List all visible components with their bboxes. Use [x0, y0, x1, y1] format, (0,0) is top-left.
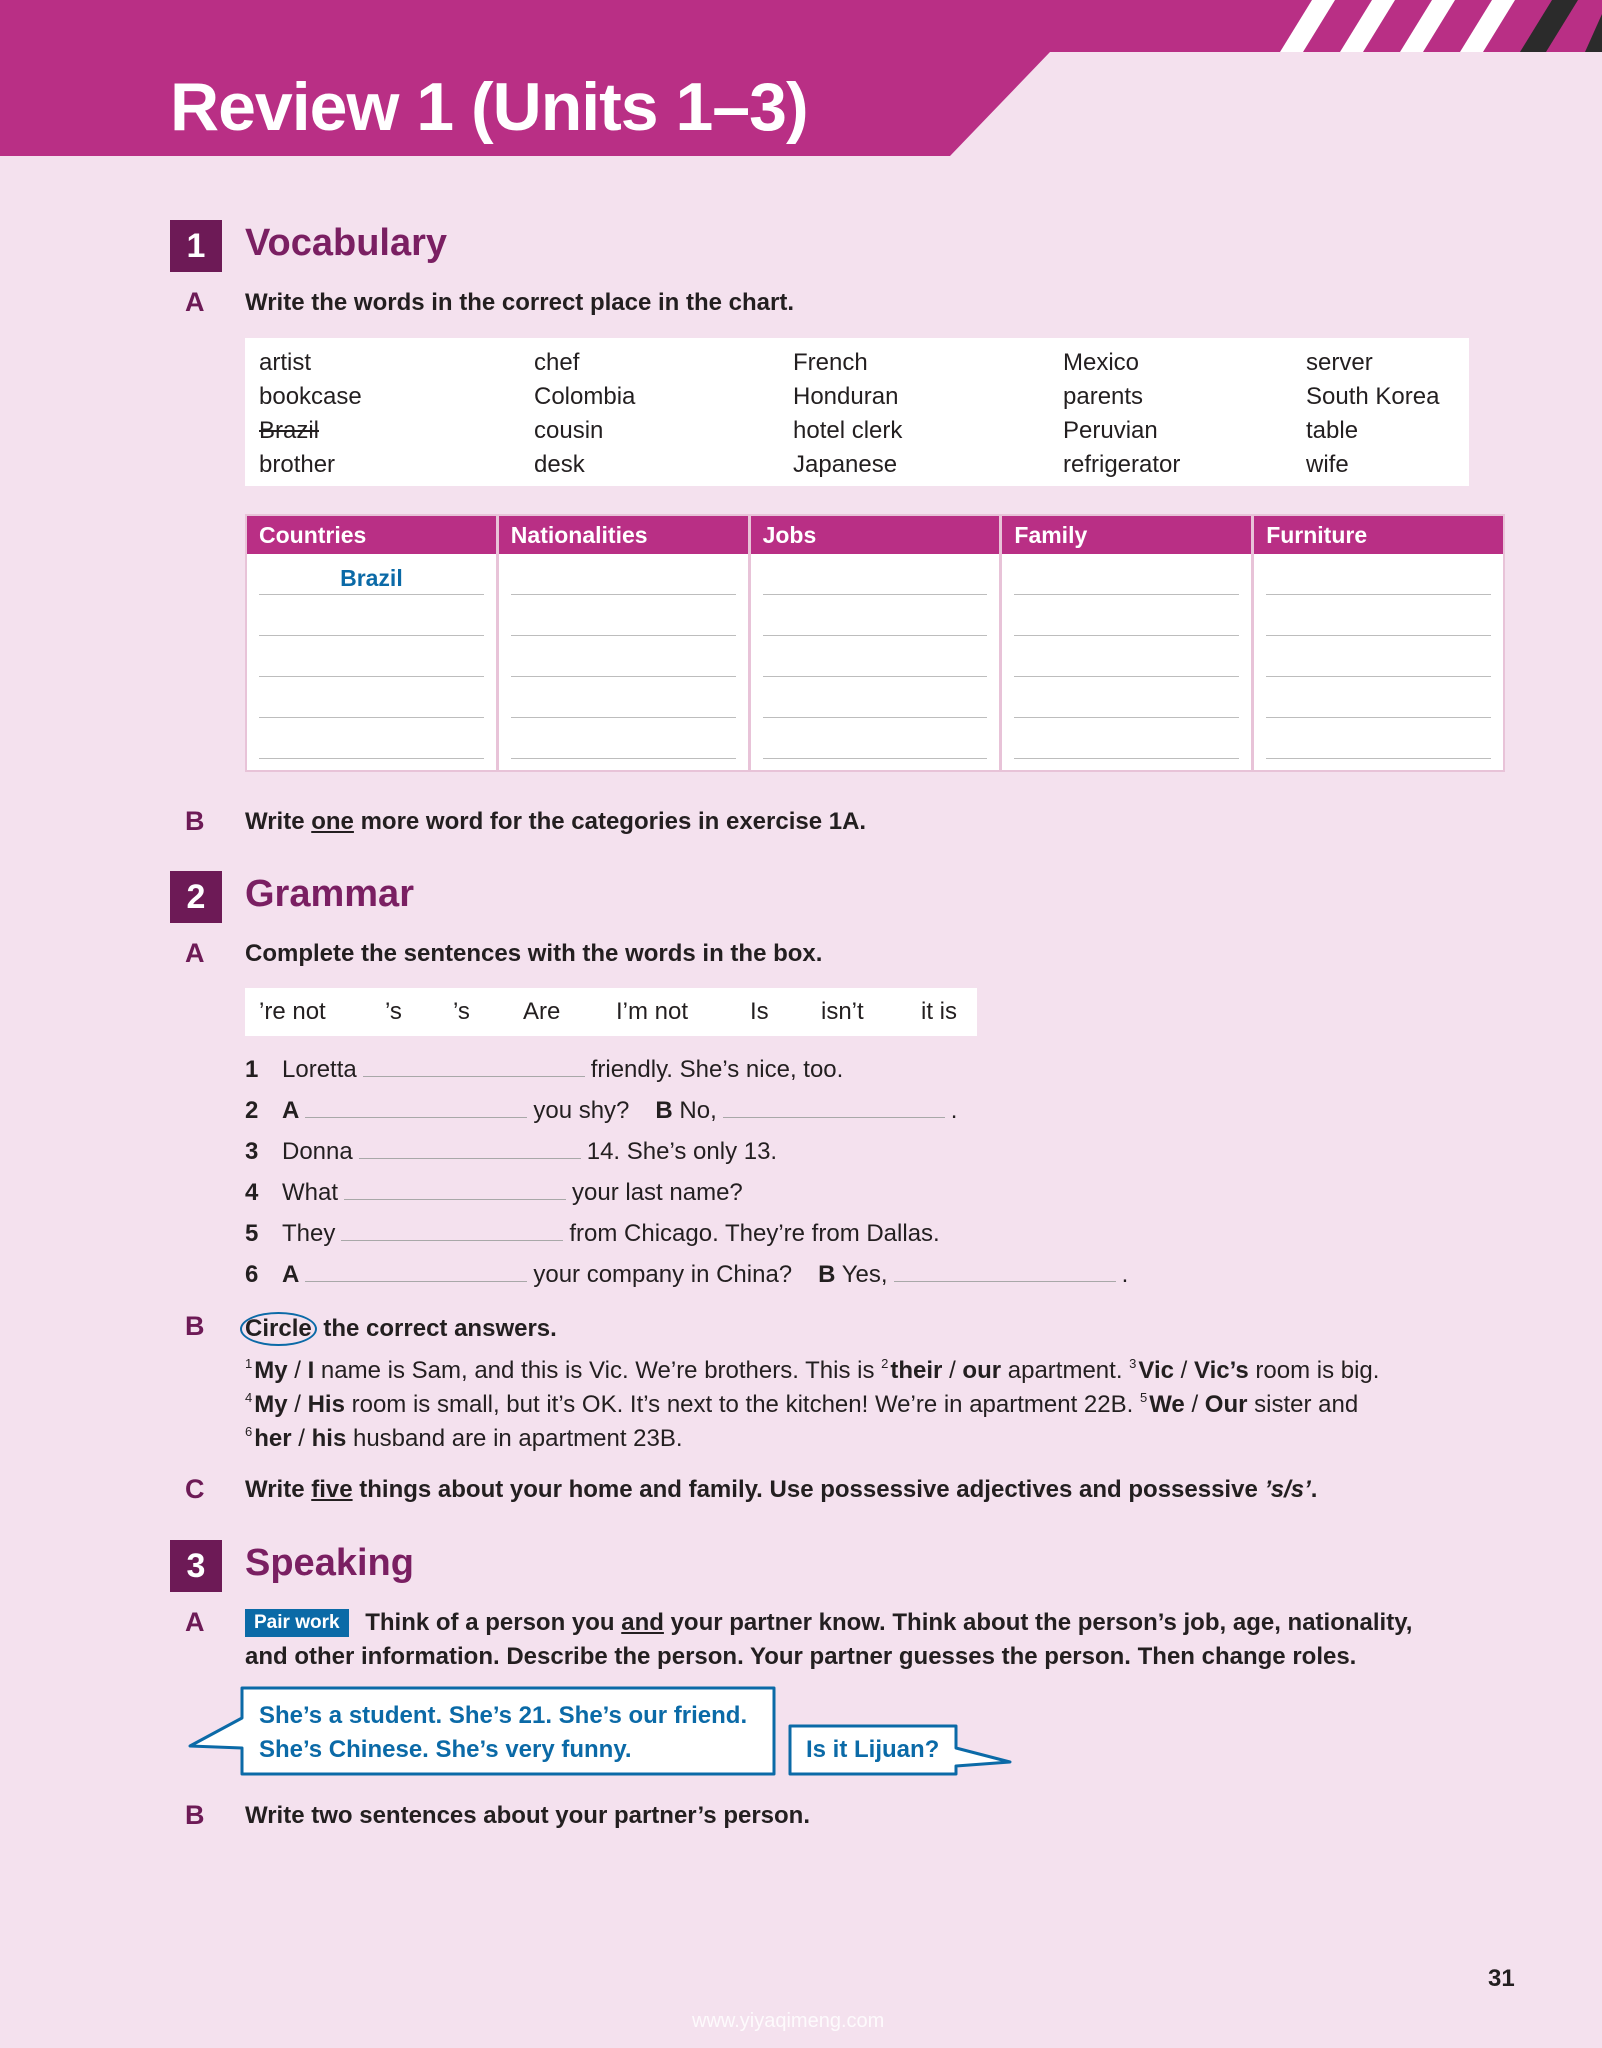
instruction-3b: Write two sentences about your partner’s person.	[245, 1802, 811, 1829]
word-column-2	[534, 346, 635, 482]
sentence-number: 3	[245, 1138, 259, 1165]
text: Yes,	[841, 1261, 888, 1288]
separator: /	[287, 1391, 308, 1418]
option[interactable]: our	[962, 1357, 1002, 1384]
word: brother	[259, 451, 336, 478]
answer-line[interactable]	[259, 677, 484, 718]
sentence-6	[245, 1260, 1128, 1289]
exercise-letter-2c: C	[185, 1474, 205, 1504]
bubble-line: She’s Chinese. She’s very funny.	[259, 1736, 632, 1763]
item-number: 5	[1139, 1390, 1148, 1405]
chart-column-countries	[247, 516, 496, 770]
box-word: Are	[523, 998, 561, 1025]
box-word: I’m not	[616, 998, 689, 1025]
text: .	[1310, 1476, 1318, 1503]
text: No,	[679, 1097, 717, 1124]
chart-header: Family	[1002, 516, 1251, 554]
circle-paragraph-line-2	[245, 1390, 1358, 1419]
sentence-number: 5	[245, 1220, 259, 1247]
separator: /	[1184, 1391, 1205, 1418]
text: room is small, but it’s OK. It’s next to the kitchen! We’re in apartment 22B.	[344, 1391, 1140, 1418]
text: Think of a person you	[358, 1609, 622, 1636]
instruction-1a: Write the words in the correct place in the chart.	[245, 289, 795, 316]
word: Colombia	[534, 383, 636, 410]
blank-field[interactable]	[344, 1178, 566, 1200]
exercise-letter-1b: B	[185, 806, 205, 836]
word: artist	[259, 349, 312, 376]
blank-field[interactable]	[359, 1137, 581, 1159]
text: Loretta	[282, 1056, 357, 1083]
word: Japanese	[793, 451, 898, 478]
word-column-5	[1306, 346, 1439, 482]
option[interactable]: My	[254, 1357, 288, 1384]
answer-line[interactable]	[511, 636, 736, 677]
section-title-vocabulary: Vocabulary	[245, 222, 448, 264]
pair-work-badge: Pair work	[245, 1609, 349, 1637]
answer-line[interactable]	[1266, 554, 1491, 595]
text: sister and	[1247, 1391, 1359, 1418]
answer-line[interactable]	[1266, 636, 1491, 677]
underlined-text: and	[621, 1609, 664, 1636]
word: French	[793, 349, 868, 376]
answer-line[interactable]	[511, 554, 736, 595]
blank-field[interactable]	[363, 1055, 585, 1077]
text: your company in China?	[533, 1261, 793, 1288]
chart-header: Countries	[247, 516, 496, 554]
speaker: B	[818, 1261, 836, 1288]
chart-header: Jobs	[751, 516, 1000, 554]
word-column-4	[1063, 346, 1180, 482]
text: your partner know. Think about the person’s job, age, nationality,	[663, 1609, 1413, 1636]
box-word: ’s	[453, 998, 470, 1025]
answer-line[interactable]	[1014, 677, 1239, 718]
word-column-1	[259, 346, 362, 482]
word: Mexico	[1063, 349, 1140, 376]
chart-header: Nationalities	[499, 516, 748, 554]
text: name is Sam, and this is Vic. We’re brothers. This is	[314, 1357, 882, 1384]
answer-line[interactable]	[511, 718, 736, 759]
answer-line[interactable]	[511, 595, 736, 636]
separator: /	[291, 1425, 312, 1452]
underlined-text: five	[311, 1476, 353, 1503]
instruction-1b	[245, 808, 866, 836]
answer-line[interactable]	[259, 554, 484, 595]
word-column-3	[793, 346, 902, 482]
separator: /	[942, 1357, 963, 1384]
box-word: it is	[921, 998, 957, 1025]
section-number-2: 2	[170, 871, 222, 923]
answer-line[interactable]	[763, 718, 988, 759]
circled-word: Circle	[240, 1312, 317, 1346]
page-title: Review 1 (Units 1–3)	[170, 69, 808, 145]
word: cousin	[534, 417, 604, 444]
text: things about your home and family. Use possessive adjectives and possessive	[352, 1476, 1265, 1503]
text: from Chicago. They’re from Dallas.	[569, 1220, 940, 1247]
chart-column-family	[1002, 516, 1251, 770]
word: table	[1306, 417, 1359, 444]
word: bookcase	[259, 383, 362, 410]
option[interactable]: Our	[1204, 1391, 1248, 1418]
exercise-letter-1a: A	[185, 287, 205, 317]
text: friendly. She’s nice, too.	[590, 1056, 844, 1083]
option[interactable]: Vic’s	[1194, 1357, 1249, 1384]
word: hotel clerk	[793, 417, 903, 444]
box-word: ’re not	[259, 998, 326, 1025]
exercise-letter-2b: B	[185, 1311, 205, 1341]
answer-line[interactable]	[1266, 595, 1491, 636]
speaker: A	[282, 1097, 300, 1124]
example-answer: Brazil	[340, 565, 403, 591]
answer-line[interactable]	[1014, 554, 1239, 595]
word-crossed-out: Brazil	[259, 417, 320, 444]
text: .	[950, 1097, 958, 1124]
option[interactable]: his	[311, 1425, 347, 1452]
chart-column-nationalities	[499, 516, 748, 770]
speech-bubble-2: Is it Lijuan?	[806, 1736, 940, 1763]
circle-paragraph-line-1	[245, 1356, 1379, 1385]
exercise-letter-3a: A	[185, 1607, 205, 1637]
sentence-number: 6	[245, 1261, 259, 1288]
blank-field[interactable]	[723, 1096, 945, 1118]
vocabulary-chart	[245, 514, 1505, 772]
chart-header: Furniture	[1254, 516, 1503, 554]
text: They	[282, 1220, 336, 1247]
separator: /	[287, 1357, 308, 1384]
word: Honduran	[793, 383, 899, 410]
word: desk	[534, 451, 585, 478]
word: server	[1306, 349, 1373, 376]
item-number: 4	[245, 1390, 253, 1405]
exercise-letter-3b: B	[185, 1800, 205, 1830]
word: chef	[534, 349, 580, 376]
text: What	[282, 1179, 339, 1206]
answer-line[interactable]	[259, 718, 484, 759]
box-word: ’s	[385, 998, 402, 1025]
answer-line[interactable]	[763, 636, 988, 677]
sentence-2	[245, 1096, 957, 1125]
instruction-2c	[245, 1476, 1317, 1504]
item-number: 2	[881, 1356, 889, 1371]
text: apartment.	[1001, 1357, 1130, 1384]
section-title-speaking: Speaking	[245, 1542, 414, 1584]
blank-field[interactable]	[894, 1260, 1116, 1282]
section-number-3: 3	[170, 1540, 222, 1592]
option[interactable]: their	[890, 1357, 943, 1384]
item-number: 6	[245, 1424, 253, 1439]
item-number: 3	[1129, 1356, 1137, 1371]
circle-paragraph-line-3	[245, 1424, 683, 1453]
sentence-number: 4	[245, 1179, 259, 1206]
answer-line[interactable]	[259, 595, 484, 636]
instruction-3a-line-1	[245, 1609, 1412, 1637]
instruction-3a-line-2: and other information. Describe the person. Your partner guesses the person. Then change roles.	[245, 1643, 1357, 1670]
blank-field[interactable]	[305, 1260, 527, 1282]
box-word: isn’t	[821, 998, 864, 1025]
grammar-word-box	[245, 988, 977, 1036]
instruction-2a: Complete the sentences with the words in the box.	[245, 940, 823, 967]
word: wife	[1306, 451, 1349, 478]
underlined-text: one	[311, 808, 354, 835]
text: .	[1121, 1261, 1129, 1288]
section-number-1: 1	[170, 220, 222, 272]
item-number: 1	[245, 1356, 253, 1371]
option[interactable]: her	[254, 1425, 292, 1452]
blank-field[interactable]	[305, 1096, 527, 1118]
word: refrigerator	[1063, 451, 1181, 478]
bubble-line: She’s a student. She’s 21. She’s our friend.	[259, 1702, 748, 1729]
option[interactable]: We	[1149, 1391, 1185, 1418]
text: room is big.	[1248, 1357, 1380, 1384]
answer-line[interactable]	[511, 677, 736, 718]
text: the correct answers.	[316, 1315, 557, 1342]
answer-line[interactable]	[763, 554, 988, 595]
box-word: Is	[750, 998, 769, 1025]
page-number: 31	[1488, 1965, 1515, 1992]
answer-line[interactable]	[1266, 677, 1491, 718]
answer-line[interactable]	[1014, 718, 1239, 759]
sentence-5	[245, 1219, 940, 1248]
speech-bubble-1	[259, 1699, 747, 1767]
speaker: B	[655, 1097, 673, 1124]
sentence-number: 2	[245, 1097, 259, 1124]
text: husband are in apartment 23B.	[346, 1425, 683, 1452]
header-banner	[0, 0, 1602, 160]
word-box	[245, 338, 1469, 486]
chart-column-furniture	[1254, 516, 1503, 770]
section-title-grammar: Grammar	[245, 873, 414, 915]
word: Peruvian	[1063, 417, 1158, 444]
exercise-letter-2a: A	[185, 938, 205, 968]
instruction-2b	[245, 1312, 557, 1346]
sentence-number: 1	[245, 1056, 259, 1083]
answer-line[interactable]	[1014, 636, 1239, 677]
option[interactable]: I	[307, 1357, 315, 1384]
text: Write	[245, 808, 312, 835]
text: 14. She’s only 13.	[586, 1138, 778, 1165]
answer-line[interactable]	[259, 636, 484, 677]
text: you shy?	[533, 1097, 630, 1124]
sentence-3	[245, 1137, 777, 1166]
answer-line[interactable]	[763, 677, 988, 718]
word: South Korea	[1306, 383, 1440, 410]
watermark: www.yiyaqimeng.com	[692, 2010, 885, 2032]
option[interactable]: My	[254, 1391, 288, 1418]
answer-line[interactable]	[763, 595, 988, 636]
sentence-1	[245, 1055, 843, 1084]
speaker: A	[282, 1261, 300, 1288]
answer-line[interactable]	[1014, 595, 1239, 636]
option[interactable]: His	[307, 1391, 345, 1418]
text: Write	[245, 1476, 312, 1503]
text: more word for the categories in exercise 1A.	[353, 808, 867, 835]
text: your last name?	[572, 1179, 743, 1206]
italic-text: ’s/s’	[1264, 1476, 1311, 1503]
word: parents	[1063, 383, 1144, 410]
text: Donna	[282, 1138, 353, 1165]
separator: /	[1173, 1357, 1194, 1384]
chart-column-jobs	[751, 516, 1000, 770]
option[interactable]: Vic	[1138, 1357, 1174, 1384]
answer-line[interactable]	[1266, 718, 1491, 759]
blank-field[interactable]	[341, 1219, 563, 1241]
sentence-4	[245, 1178, 743, 1207]
